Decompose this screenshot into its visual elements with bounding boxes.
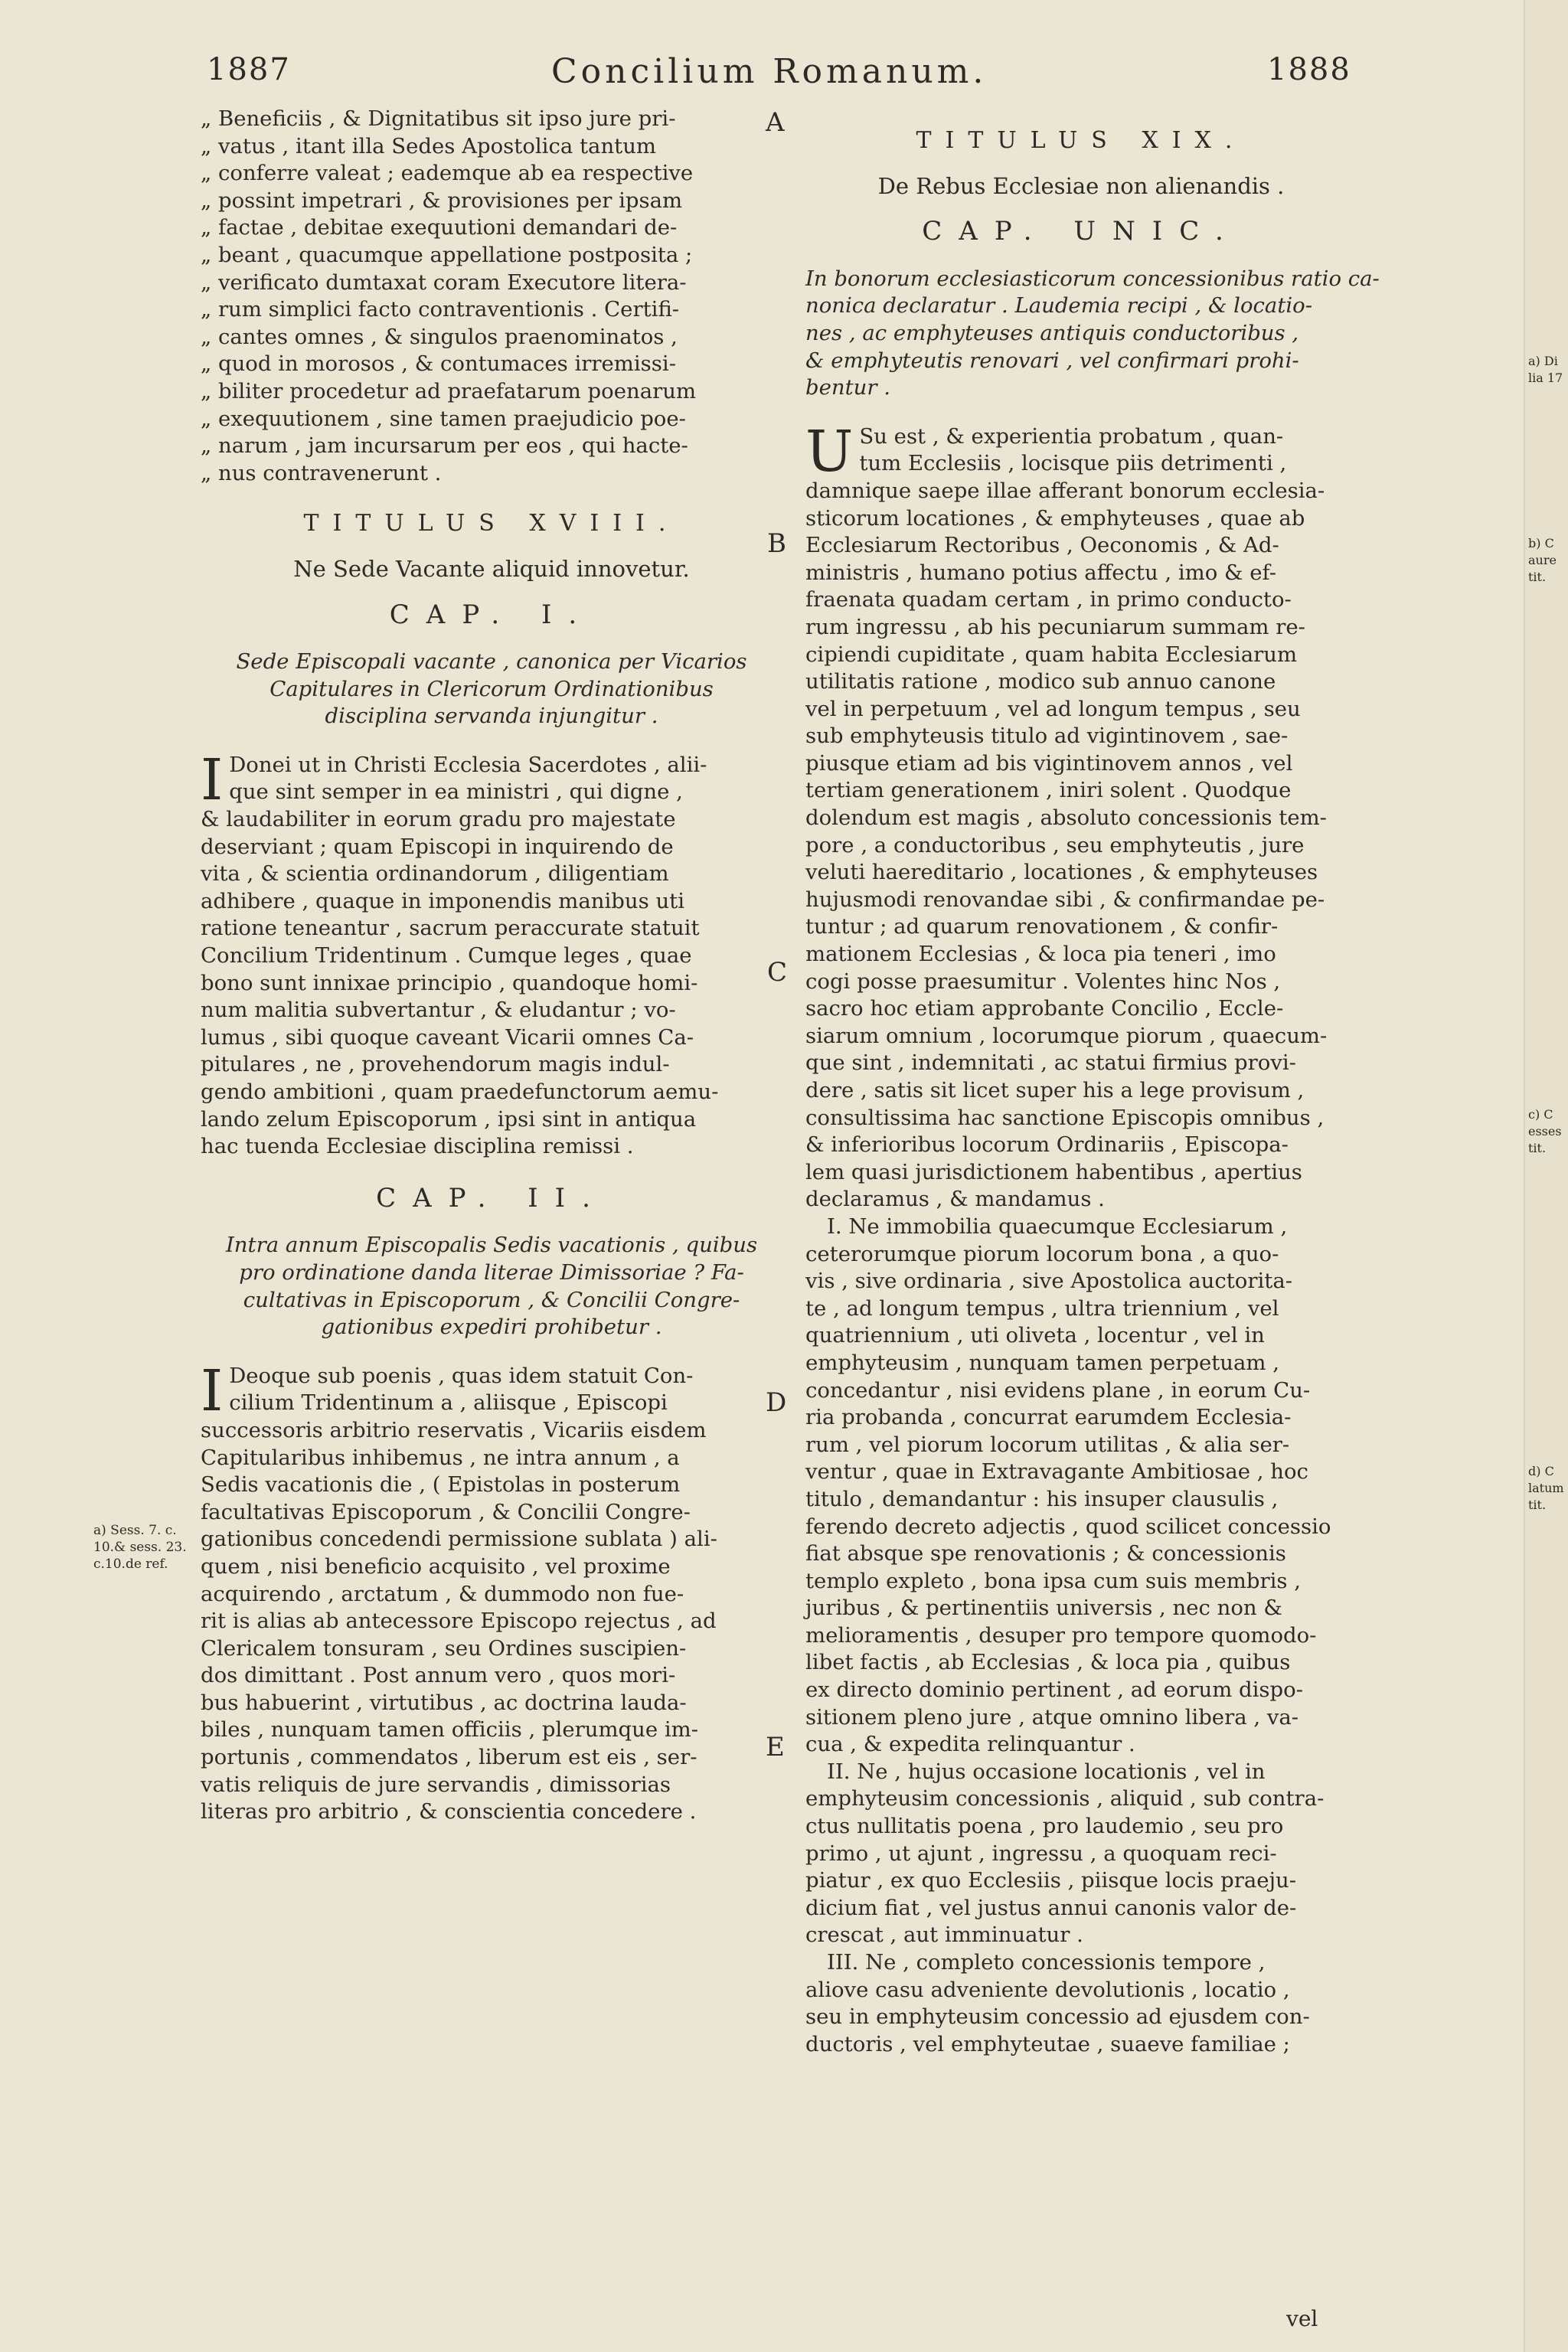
chapter-text: I Donei ut in Christi Ecclesia Sacerdotes , alii- que sint semper in ea ministri , qui digne , & laudabiliter in eorum gradu pro majestate deserviant ; quam Episcopi in inquirendo de vita , & scientia ordinandorum , diligentiam adhibere , quaque in imponendis manibus uti ratione teneantur , sacrum peraccurate statuit Concilium Tridentinum . Cumque leges , quae bono sunt innixae principio , quandoque homi- num malitia subvertantur , & eludantur ; vo- lumus , sibi quoque caveant Vicarii omnes Ca- pitulares , ne , provehendorum magis indul- gendo ambitioni , quam praedefunctorum aemu- lando zelum Episcoporum , ipsi sint in antiqua hac tuenda Ecclesiae disciplina remissi . xyxy=(201,746,719,1159)
drop-cap: I xyxy=(201,746,224,813)
titulus-subheading: Ne Sede Vacante aliquid innovetur. xyxy=(293,555,690,582)
edge-marginal-note: aure xyxy=(1528,553,1557,567)
chapter-text: I Deoque sub poenis , quas idem statuit Con- cilium Tridentinum a , aliisque , Episcopi successoris arbitrio reservatis , Vicariis eisdem Capitularibus inhibemus , ne intra annum , a Sedis vacationis die , ( Epistolas in posterum facultativas Episcoporum , & Concilii Congre- gationibus concedendi permissione sublata ) ali- quem , nisi beneficio acquisito , vel proxime acquirendo , arctatum , & dummodo non fue- rit is alias ab antecessore Episcopo rejectus , ad Clericalem tonsuram , seu Ordines suscipien- dos dimittant . Post annum vero , quos mori- bus habuerint , virtutibus , ac doctrina lauda- biles , nunquam tamen officiis , plerumque im- portunis , commendatos , liberum est eis , ser- vatis reliquis de jure servandis , dimissorias literas pro arbitrio , & conscientia concedere . xyxy=(201,1357,717,1824)
chapter-heading: CAP. I. xyxy=(389,599,594,630)
continuation-quote: „ Beneficiis , & Dignitatibus sit ipso jure pri- „ vatus , itant illa Sedes Apostolica tantum „ conferre valeat ; eademque ab ea respective „ possint impetrari , & provisiones per ipsam „ factae , debitae exequutioni demandari de- „ beant , quacumque appellatione postposita ; „ verificato dumtaxat coram Executore litera- „ rum simplici facto contraventionis . Certifi- „ cantes omnes , & singulos praenominatos , „ quod in morosos , & contumaces irremissi- „ biliter procedetur ad praefatarum poenarum „ exequutionem , sine tamen praejudicio poe- „ narum , jam incursarum per eos , qui hacte- „ nus contravenerunt . xyxy=(201,106,697,485)
titulus-heading: TITULUS XIX. xyxy=(916,127,1246,154)
edge-marginal-note: c) C xyxy=(1528,1107,1553,1122)
running-title: Concilium Romanum. xyxy=(551,52,988,91)
right-page-number: 1888 xyxy=(1267,52,1351,87)
margin-letter-e: E xyxy=(766,1732,785,1762)
edge-marginal-note: b) C xyxy=(1528,536,1554,550)
marginal-note: a) Sess. 7. c. 10.& sess. 23. c.10.de ref. xyxy=(93,1523,187,1572)
left-page-number: 1887 xyxy=(207,52,291,87)
edge-marginal-note: tit. xyxy=(1528,1498,1547,1512)
adjacent-page-edge xyxy=(1524,0,1568,2352)
chapter-summary: Sede Episcopali vacante , canonica per Vicarios Capitulares in Clericorum Ordinationibus disciplina servanda injungitur . xyxy=(236,649,747,729)
drop-cap: U xyxy=(805,418,854,485)
titulus-subheading: De Rebus Ecclesiae non alienandis . xyxy=(877,172,1285,199)
edge-marginal-note: lia 17 xyxy=(1528,371,1563,385)
chapter-summary: Intra annum Episcopalis Sedis vacationis , quibus pro ordinatione danda literae Dimissoriae ? Fa- cultativas in Episcoporum , & Concilii Congre- gationibus expediri prohibetur . xyxy=(225,1233,758,1340)
chapter-summary: In bonorum ecclesiasticorum concessionibus ratio ca- nonica declaratur . Laudemia recipi , & locatio- nes , ac emphyteuses antiquis conductoribus , & emphyteutis renovari , vel confirmari prohi- bentur . xyxy=(805,266,1380,400)
chapter-text: U Su est , & experientia probatum , quan- tum Ecclesiis , locisque piis detrimenti , damnique saepe illae afferant bonorum ecclesia- sticorum locationes , & emphyteuses , quae ab Ecclesiarum Rectoribus , Oeconomis , & Ad- ministris , humano potius affectu , imo & ef- fraenata quadam certam , in primo conducto- rum ingressu , ab his pecuniarum summam re- cipiendi cupiditate , quam habita Ecclesiarum utilitatis ratione , modico sub annuo canone vel in perpetuum , vel ad longum tempus , seu sub emphyteusis titulo ad vigintinovem , sae- piusque etiam ad bis vigintinovem annos , vel tertiam generationem , iniri solent . Quodque dolendum est magis , absoluto concessionis tem- pore , a conductoribus , seu emphyteutis , jure veluti haereditario , locationes , & emphyteuses hujusmodi renovandae sibi , & confirmandae pe- tuntur ; ad quarum renovationem , & confir- mationem Ecclesias , & loca pia teneri , imo cogi posse praesumitur . Volentes hinc Nos , sacro hoc etiam approbante Concilio , Eccle- siarum omnium , locorumque piorum , quaecum- que sint , indemnitati , ac statui firmius provi- dere , satis sit licet super his a lege provisum , consultissima hac sanctione Episcopis omnibus , & inferioribus locorum Ordinariis , Episcopa- lem quasi jurisdictionem habentibus , apertius declaramus , & mandamus . I. Ne immobilia quaecumque Ecclesiarum , ceterorumque piorum locorum bona , a quo- vis , sive ordinaria , sive Apostolica auctorita- te , ad longum tempus , ultra triennium , vel quatriennium , uti oliveta , locentur , vel in emphyteusim , nunquam tamen perpetuam , concedantur , nisi evidens plane , in eorum Cu- ria probanda , concurrat earumdem Ecclesia- rum , vel piorum locorum utilitas , & alia ser- ventur , quae in Extravagante Ambitiosae , hoc titulo , demandantur : his insuper clausulis , ferendo decreto adjectis , quod scilicet concessio fiat absque spe renovationis ; & concessionis templo expleto , bona ipsa cum suis membris , juribus , & pertinentiis universis , nec non & melioramentis , desuper pro tempore quomodo- libet factis , ab Ecclesias , & loca pia , quibus ex directo dominio pertinent , ad eorum dispo- sitionem pleno jure , atque omnino libera , va- cua , & expedita relinquantur . II. Ne , hujus occasione locationis , vel in emphyteusim concessionis , aliquid , sub contra- ctus nullitatis poena , pro laudemio , seu pro primo , ut ajunt , ingressu , a quoquam reci- piatur , ex quo Ecclesiis , piisque locis praeju- dicium fiat , vel justus annui canonis valor de- crescat , aut imminuatur . III. Ne , completo concessionis tempore , aliove casu adveniente devolutionis , locatio , seu in emphyteusim concessio ad ejusdem con- ductoris , vel emphyteutae , suaeve familiae ; xyxy=(805,418,1331,2056)
chapter-heading: CAP. UNIC. xyxy=(922,216,1240,247)
margin-letter-a: A xyxy=(766,107,785,138)
edge-marginal-note: latum xyxy=(1528,1481,1564,1495)
edge-marginal-note: tit. xyxy=(1528,1141,1547,1155)
margin-letter-c: C xyxy=(767,957,788,988)
edge-marginal-note: a) Di xyxy=(1528,354,1558,368)
edge-marginal-note: d) C xyxy=(1528,1464,1554,1478)
edge-marginal-note: tit. xyxy=(1528,570,1547,584)
chapter-heading: CAP. II. xyxy=(376,1182,607,1214)
edge-marginal-note: esses xyxy=(1528,1124,1562,1138)
titulus-heading: TITULUS XVIII. xyxy=(303,510,680,537)
catchword: vel xyxy=(1286,2306,1318,2331)
left-column xyxy=(201,106,782,1826)
right-column xyxy=(805,122,1380,2058)
margin-letter-b: B xyxy=(767,528,786,559)
margin-letter-d: D xyxy=(766,1387,787,1418)
drop-cap: I xyxy=(201,1357,224,1424)
